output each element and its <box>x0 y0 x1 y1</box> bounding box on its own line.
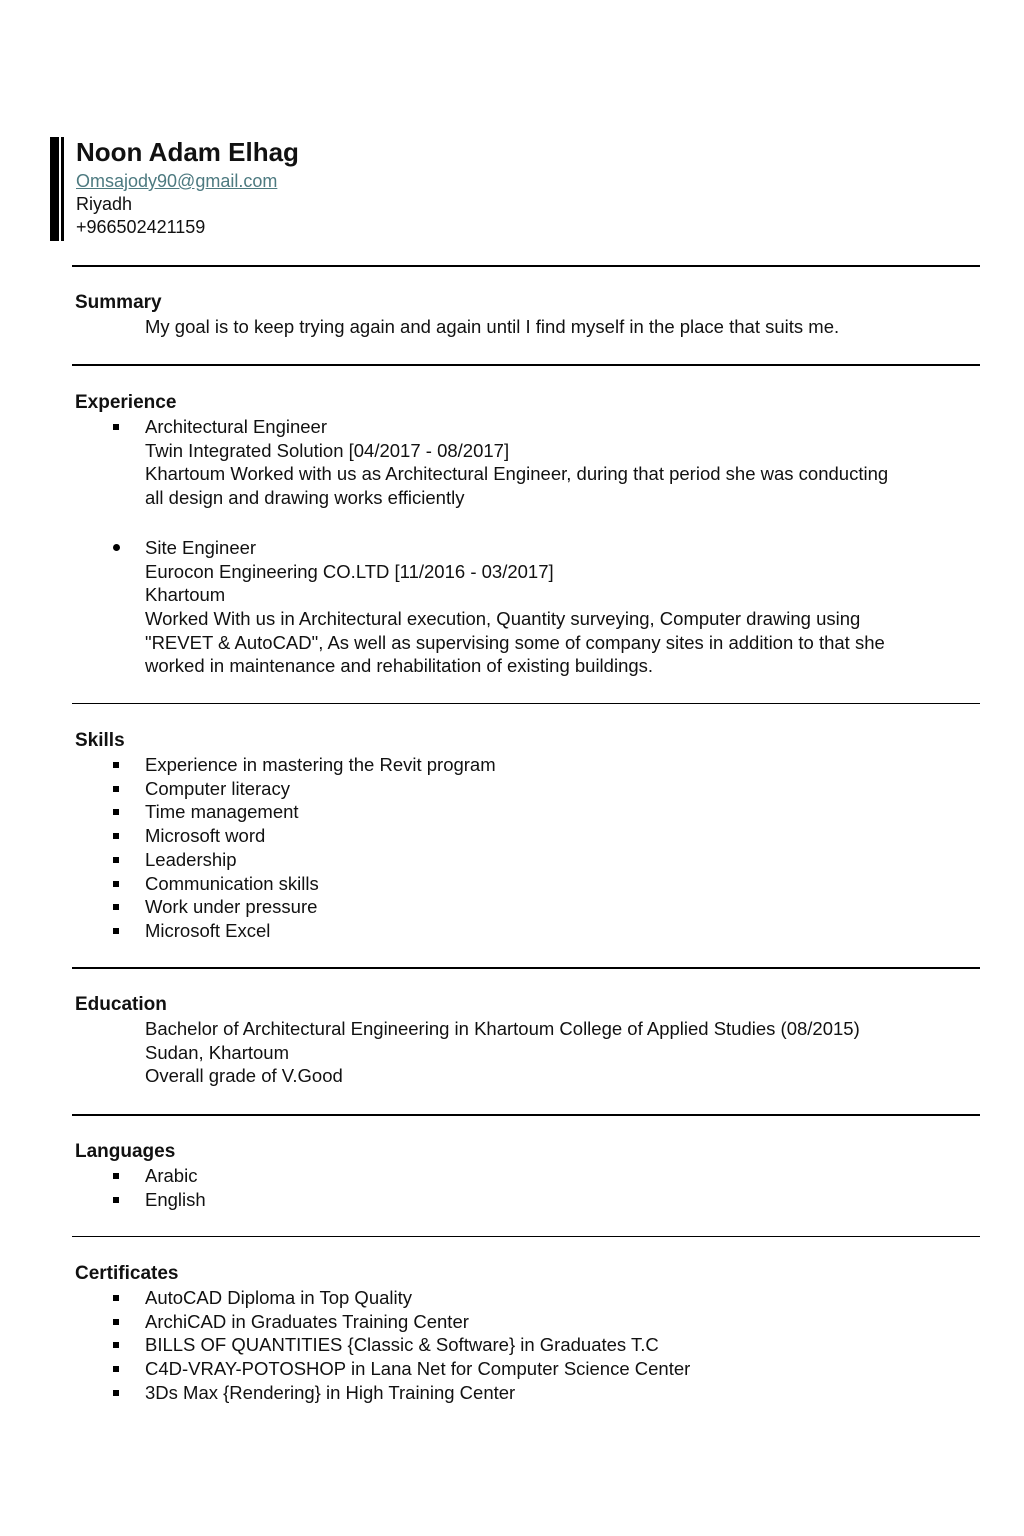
divider <box>72 1236 980 1237</box>
description-line: all design and drawing works efficiently <box>145 487 465 509</box>
language-item: English <box>145 1188 985 1212</box>
square-bullet-icon <box>113 833 119 839</box>
certificate-item: BILLS OF QUANTITIES {Classic & Software} in Graduates T.C <box>145 1333 985 1357</box>
divider <box>72 967 980 969</box>
square-bullet-icon <box>113 809 119 815</box>
description-line: Khartoum Worked with us as Architectural Engineer, during that period she was conducting <box>145 463 889 485</box>
square-bullet-icon <box>113 1295 119 1301</box>
square-bullet-icon <box>113 1319 119 1325</box>
skill-item: Computer literacy <box>145 777 985 801</box>
accent-bar-thin <box>61 137 64 241</box>
section-heading: Certificates <box>75 1263 179 1284</box>
certificate-item: AutoCAD Diploma in Top Quality <box>145 1286 985 1310</box>
summary-text: My goal is to keep trying again and again until I find myself in the place that suits me. <box>145 316 840 337</box>
square-bullet-icon <box>113 1390 119 1396</box>
education-line: Overall grade of V.Good <box>145 1065 343 1087</box>
square-bullet-icon <box>113 1197 119 1203</box>
square-bullet-icon <box>113 1342 119 1348</box>
email-link[interactable]: Omsajody90@gmail.com <box>76 171 278 191</box>
square-bullet-icon <box>113 881 119 887</box>
company: Eurocon Engineering CO.LTD [11/2016 - 03/2017] <box>145 560 554 582</box>
section-heading: Education <box>75 994 167 1015</box>
section-heading: Languages <box>75 1141 176 1162</box>
skill-item: Experience in mastering the Revit program <box>145 753 985 777</box>
skill-item: Leadership <box>145 848 985 872</box>
square-bullet-icon <box>113 424 119 430</box>
certificate-item: 3Ds Max {Rendering} in High Training Center <box>145 1381 985 1405</box>
square-bullet-icon <box>113 904 119 910</box>
phone: +966502421159 <box>76 217 206 237</box>
city: Riyadh <box>76 194 133 214</box>
certificate-item: ArchiCAD in Graduates Training Center <box>145 1310 985 1334</box>
skill-item: Microsoft word <box>145 824 985 848</box>
skill-item: Microsoft Excel <box>145 919 985 943</box>
language-item: Arabic <box>145 1164 985 1188</box>
skill-item: Communication skills <box>145 872 985 896</box>
description-line: Khartoum <box>145 584 226 606</box>
description-line: "REVET & AutoCAD", As well as supervising some of company sites in addition to that she <box>145 631 885 653</box>
divider <box>72 703 980 704</box>
skill-item: Work under pressure <box>145 895 985 919</box>
candidate-name: Noon Adam Elhag <box>76 137 299 167</box>
education-line: Sudan, Khartoum <box>145 1041 289 1063</box>
company: Twin Integrated Solution [04/2017 - 08/2017] <box>145 439 510 461</box>
square-bullet-icon <box>113 857 119 863</box>
round-bullet-icon <box>113 544 120 551</box>
section-heading: Summary <box>75 292 162 313</box>
divider <box>72 265 980 267</box>
square-bullet-icon <box>113 928 119 934</box>
square-bullet-icon <box>113 762 119 768</box>
accent-bar <box>50 137 59 241</box>
section-heading: Experience <box>75 392 177 413</box>
divider <box>72 1114 980 1116</box>
description-line: Worked With us in Architectural execution, Quantity surveying, Computer drawing using <box>145 607 861 629</box>
experience-item: Architectural Engineer <box>145 415 985 439</box>
education-line: Bachelor of Architectural Engineering in Khartoum College of Applied Studies (08/2015) <box>145 1018 860 1039</box>
divider <box>72 364 980 366</box>
skill-item: Time management <box>145 800 985 824</box>
square-bullet-icon <box>113 1366 119 1372</box>
square-bullet-icon <box>113 1173 119 1179</box>
certificate-item: C4D-VRAY-POTOSHOP in Lana Net for Computer Science Center <box>145 1357 985 1381</box>
section-heading: Skills <box>75 730 125 751</box>
description-line: worked in maintenance and rehabilitation of existing buildings. <box>145 655 654 677</box>
experience-item: Site Engineer <box>145 536 985 560</box>
square-bullet-icon <box>113 786 119 792</box>
